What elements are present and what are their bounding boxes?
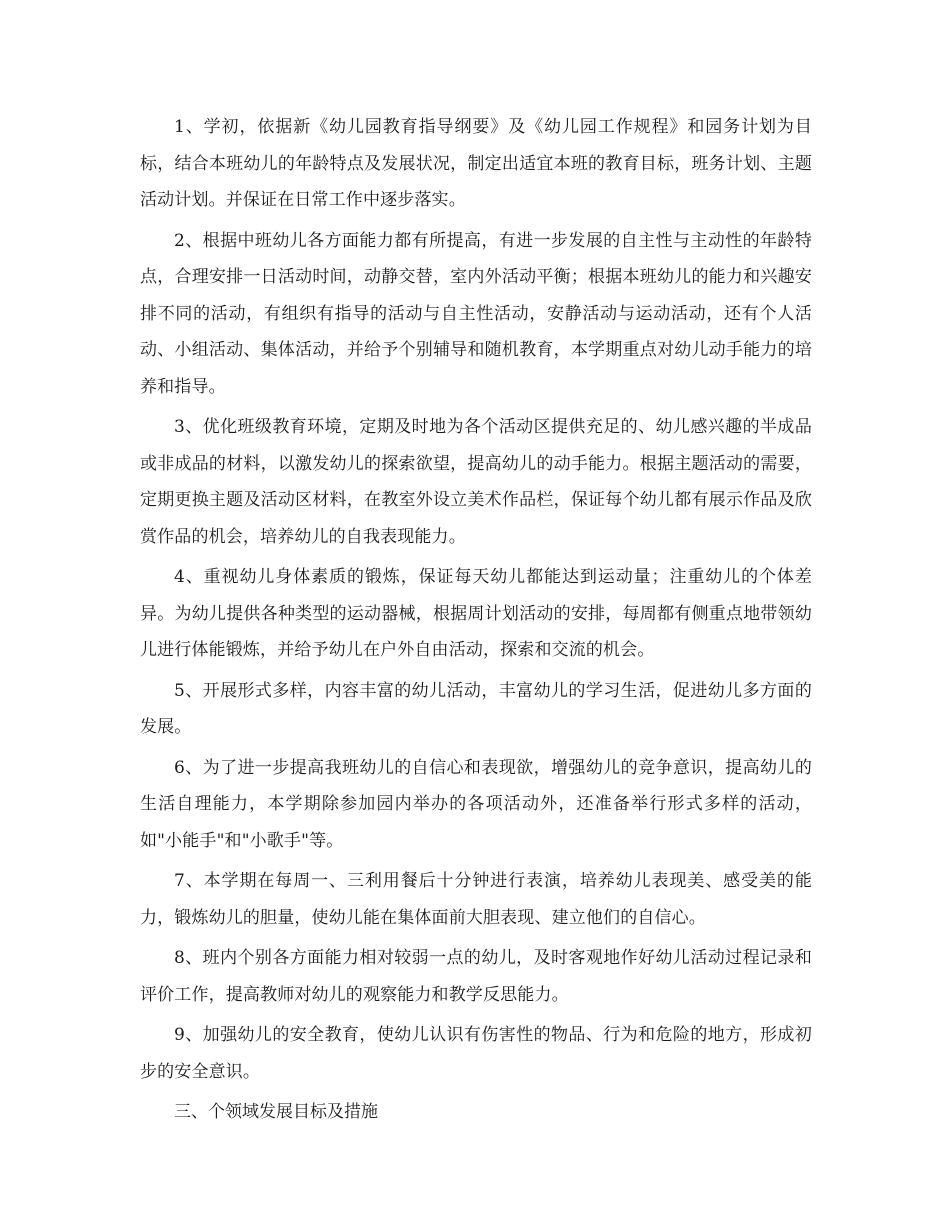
paragraph-3: 3、优化班级教育环境，定期及时地为各个活动区提供充足的、幼儿感兴趣的半成品或非成品的材料，以激发幼儿的探索欲望，提高幼儿的动手能力。根据主题活动的需要，定期更换主题及活动区材料，在教室外设立美术作品栏，保证每个幼儿都有展示作品及欣赏作品的机会，培养幼儿的自我表现能力。 <box>140 417 812 547</box>
section-heading: 三、个领域发展目标及措施 <box>174 1102 378 1122</box>
paragraph-9: 9、加强幼儿的安全教育，使幼儿认识有伤害性的物品、行为和危险的地方，形成初步的安全意识。 <box>140 1025 812 1082</box>
document-page <box>140 109 812 1131</box>
paragraph-6: 6、为了进一步提高我班幼儿的自信心和表现欲，增强幼儿的竞争意识，提高幼儿的生活自理能力，本学期除参加园内举办的各项活动外，还准备举行形式多样的活动，如"小能手"和"小歌手"等。 <box>140 757 812 851</box>
paragraph-5: 5、开展形式多样，内容丰富的幼儿活动，丰富幼儿的学习生活，促进幼儿多方面的发展。 <box>140 680 812 737</box>
paragraph-4: 4、重视幼儿身体素质的锻炼，保证每天幼儿都能达到运动量；注重幼儿的个体差异。为幼儿提供各种类型的运动器械，根据周计划活动的安排，每周都有侧重点地带领幼儿进行体能锻炼，并给予幼儿在户外自由活动，探索和交流的机会。 <box>140 567 812 660</box>
paragraph-7: 7、本学期在每周一、三利用餐后十分钟进行表演，培养幼儿表现美、感受美的能力，锻炼幼儿的胆量，使幼儿能在集体面前大胆表现、建立他们的自信心。 <box>140 871 812 928</box>
paragraph-2: 2、根据中班幼儿各方面能力都有所提高，有进一步发展的自主性与主动性的年龄特点，合理安排一日活动时间，动静交替，室内外活动平衡；根据本班幼儿的能力和兴趣安排不同的活动，有组织有指导的活动与自主性活动，安静活动与运动活动，还有个人活动、小组活动、集体活动，并给予个别辅导和随机教育，本学期重点对幼儿动手能力的培养和指导。 <box>140 230 812 397</box>
paragraph-8: 8、班内个别各方面能力相对较弱一点的幼儿，及时客观地作好幼儿活动过程记录和评价工作，提高教师对幼儿的观察能力和教学反思能力。 <box>140 948 812 1005</box>
paragraph-1: 1、学初，依据新《幼儿园教育指导纲要》及《幼儿园工作规程》和园务计划为目标，结合本班幼儿的年龄特点及发展状况，制定出适宜本班的教育目标，班务计划、主题活动计划。并保证在日常工作中逐步落实。 <box>140 117 812 210</box>
